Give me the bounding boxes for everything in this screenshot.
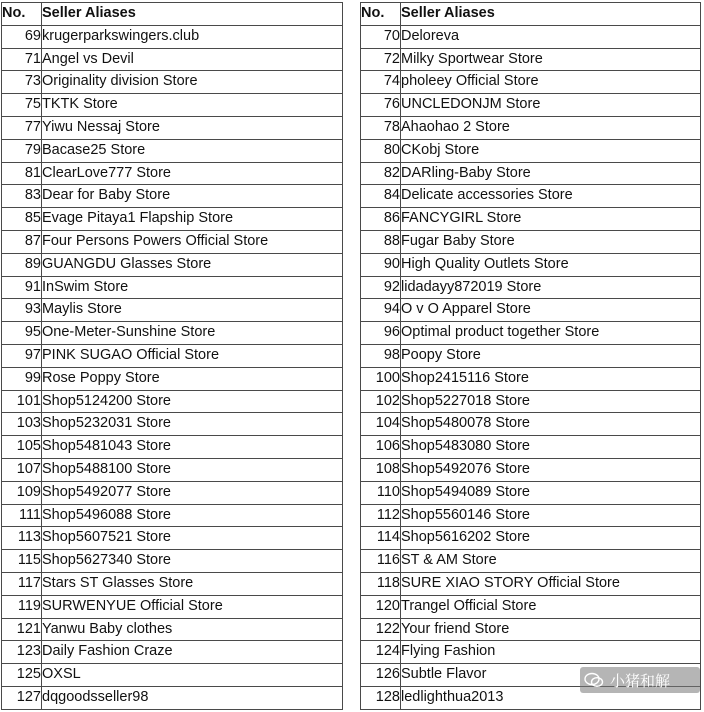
seller-alias: ledlighthua2013 [401, 686, 701, 709]
row-number: 118 [361, 572, 401, 595]
seller-alias: Shop2415116 Store [401, 367, 701, 390]
table-row [361, 572, 701, 595]
row-number: 120 [361, 595, 401, 618]
table-row [2, 344, 343, 367]
seller-alias: Shop5560146 Store [401, 504, 701, 527]
row-number: 69 [2, 25, 42, 48]
row-number: 109 [2, 481, 42, 504]
table-row [2, 481, 343, 504]
seller-alias: Originality division Store [42, 71, 343, 94]
table-body [361, 25, 701, 709]
table-row [361, 550, 701, 573]
seller-alias: PINK SUGAO Official Store [42, 344, 343, 367]
table-body [2, 25, 343, 709]
seller-alias: SURE XIAO STORY Official Store [401, 572, 701, 595]
seller-alias: TKTK Store [42, 94, 343, 117]
seller-table-left [1, 2, 343, 710]
seller-alias: InSwim Store [42, 276, 343, 299]
row-number: 126 [361, 664, 401, 687]
row-number: 115 [2, 550, 42, 573]
table-row [361, 71, 701, 94]
row-number: 99 [2, 367, 42, 390]
column-header-no: No. [2, 3, 42, 26]
row-number: 71 [2, 48, 42, 71]
seller-alias: SURWENYUE Official Store [42, 595, 343, 618]
seller-alias: DARling-Baby Store [401, 162, 701, 185]
row-number: 70 [361, 25, 401, 48]
seller-alias: Poopy Store [401, 344, 701, 367]
table-row [2, 276, 343, 299]
row-number: 91 [2, 276, 42, 299]
table-row [361, 299, 701, 322]
row-number: 102 [361, 390, 401, 413]
seller-alias: Trangel Official Store [401, 595, 701, 618]
seller-alias: ST & AM Store [401, 550, 701, 573]
row-number: 111 [2, 504, 42, 527]
seller-alias: Shop5481043 Store [42, 436, 343, 459]
row-number: 90 [361, 253, 401, 276]
seller-alias: Yanwu Baby clothes [42, 618, 343, 641]
wechat-icon [584, 672, 604, 688]
row-number: 106 [361, 436, 401, 459]
table-row [361, 185, 701, 208]
seller-alias: Optimal product together Store [401, 322, 701, 345]
seller-alias: Shop5232031 Store [42, 413, 343, 436]
table-row [2, 299, 343, 322]
table-row [361, 139, 701, 162]
table-row [2, 458, 343, 481]
seller-alias: Shop5227018 Store [401, 390, 701, 413]
seller-alias: Dear for Baby Store [42, 185, 343, 208]
table-row [2, 25, 343, 48]
seller-alias: Shop5480078 Store [401, 413, 701, 436]
seller-alias: Shop5627340 Store [42, 550, 343, 573]
table-row [361, 253, 701, 276]
table-row [2, 572, 343, 595]
table-row [2, 618, 343, 641]
table-row [2, 116, 343, 139]
row-number: 121 [2, 618, 42, 641]
table-row [361, 162, 701, 185]
row-number: 84 [361, 185, 401, 208]
table-row [361, 322, 701, 345]
table-row [2, 162, 343, 185]
table-row [2, 230, 343, 253]
column-header-no: No. [361, 3, 401, 26]
seller-alias: Bacase25 Store [42, 139, 343, 162]
row-number: 89 [2, 253, 42, 276]
seller-alias: Daily Fashion Craze [42, 641, 343, 664]
seller-alias: O v O Apparel Store [401, 299, 701, 322]
table-row [361, 390, 701, 413]
row-number: 73 [2, 71, 42, 94]
table-row [2, 322, 343, 345]
row-number: 93 [2, 299, 42, 322]
table-row [2, 527, 343, 550]
row-number: 100 [361, 367, 401, 390]
table-row [2, 413, 343, 436]
table-row [361, 641, 701, 664]
table-row [2, 253, 343, 276]
table-row [361, 504, 701, 527]
header-row [2, 3, 343, 26]
table-row [361, 436, 701, 459]
seller-alias: Shop5483080 Store [401, 436, 701, 459]
row-number: 124 [361, 641, 401, 664]
seller-alias: Yiwu Nessaj Store [42, 116, 343, 139]
seller-alias: pholeey Official Store [401, 71, 701, 94]
row-number: 79 [2, 139, 42, 162]
row-number: 82 [361, 162, 401, 185]
column-header-aliases: Seller Aliases [401, 3, 701, 26]
row-number: 123 [2, 641, 42, 664]
column-header-aliases: Seller Aliases [42, 3, 343, 26]
table-row [361, 367, 701, 390]
seller-alias: Shop5616202 Store [401, 527, 701, 550]
row-number: 108 [361, 458, 401, 481]
row-number: 116 [361, 550, 401, 573]
seller-alias: Delicate accessories Store [401, 185, 701, 208]
seller-alias: Rose Poppy Store [42, 367, 343, 390]
seller-alias: Deloreva [401, 25, 701, 48]
table-row [361, 413, 701, 436]
table-row [2, 664, 343, 687]
table-row [361, 94, 701, 117]
seller-alias: Shop5492077 Store [42, 481, 343, 504]
table-row [2, 367, 343, 390]
row-number: 76 [361, 94, 401, 117]
seller-alias: dqgoodsseller98 [42, 686, 343, 709]
table-row [361, 276, 701, 299]
seller-alias: Flying Fashion [401, 641, 701, 664]
table-row [2, 139, 343, 162]
table-row [361, 618, 701, 641]
row-number: 92 [361, 276, 401, 299]
row-number: 78 [361, 116, 401, 139]
table-row [2, 686, 343, 709]
row-number: 101 [2, 390, 42, 413]
seller-alias: UNCLEDONJM Store [401, 94, 701, 117]
seller-alias: Four Persons Powers Official Store [42, 230, 343, 253]
seller-alias: High Quality Outlets Store [401, 253, 701, 276]
table-row [361, 48, 701, 71]
row-number: 127 [2, 686, 42, 709]
row-number: 105 [2, 436, 42, 459]
row-number: 72 [361, 48, 401, 71]
row-number: 74 [361, 71, 401, 94]
row-number: 85 [2, 208, 42, 231]
seller-alias: Your friend Store [401, 618, 701, 641]
table-row [2, 641, 343, 664]
table-row [361, 344, 701, 367]
row-number: 94 [361, 299, 401, 322]
seller-alias: FANCYGIRL Store [401, 208, 701, 231]
seller-alias: Fugar Baby Store [401, 230, 701, 253]
row-number: 113 [2, 527, 42, 550]
row-number: 112 [361, 504, 401, 527]
seller-alias: Milky Sportwear Store [401, 48, 701, 71]
seller-alias: OXSL [42, 664, 343, 687]
row-number: 75 [2, 94, 42, 117]
table-row [361, 527, 701, 550]
table-row [2, 208, 343, 231]
row-number: 117 [2, 572, 42, 595]
row-number: 83 [2, 185, 42, 208]
row-number: 103 [2, 413, 42, 436]
seller-alias: Shop5494089 Store [401, 481, 701, 504]
seller-alias: Shop5496088 Store [42, 504, 343, 527]
seller-alias: One-Meter-Sunshine Store [42, 322, 343, 345]
table-row [2, 550, 343, 573]
row-number: 114 [361, 527, 401, 550]
seller-alias: Angel vs Devil [42, 48, 343, 71]
seller-alias: Stars ST Glasses Store [42, 572, 343, 595]
seller-table-right [360, 2, 701, 710]
row-number: 98 [361, 344, 401, 367]
row-number: 86 [361, 208, 401, 231]
row-number: 107 [2, 458, 42, 481]
table-row [2, 185, 343, 208]
table-row [2, 436, 343, 459]
seller-alias: lidadayy872019 Store [401, 276, 701, 299]
seller-alias: ClearLove777 Store [42, 162, 343, 185]
seller-alias: Evage Pitaya1 Flapship Store [42, 208, 343, 231]
row-number: 119 [2, 595, 42, 618]
table-row [361, 25, 701, 48]
table-row [361, 230, 701, 253]
row-number: 95 [2, 322, 42, 345]
row-number: 77 [2, 116, 42, 139]
row-number: 96 [361, 322, 401, 345]
row-number: 125 [2, 664, 42, 687]
table-row [2, 71, 343, 94]
seller-alias: Shop5492076 Store [401, 458, 701, 481]
watermark-text: 小猪和解 [610, 672, 671, 690]
seller-alias: GUANGDU Glasses Store [42, 253, 343, 276]
row-number: 88 [361, 230, 401, 253]
row-number: 81 [2, 162, 42, 185]
header-row [361, 3, 701, 26]
seller-alias: Shop5607521 Store [42, 527, 343, 550]
row-number: 128 [361, 686, 401, 709]
seller-alias: Subtle Flavor [401, 664, 701, 687]
table-row [361, 458, 701, 481]
table-row [361, 481, 701, 504]
table-row [2, 48, 343, 71]
table-row [2, 94, 343, 117]
row-number: 80 [361, 139, 401, 162]
table-row [2, 595, 343, 618]
row-number: 97 [2, 344, 42, 367]
row-number: 104 [361, 413, 401, 436]
seller-alias: CKobj Store [401, 139, 701, 162]
seller-alias: Shop5488100 Store [42, 458, 343, 481]
seller-alias: Shop5124200 Store [42, 390, 343, 413]
seller-alias: Ahaohao 2 Store [401, 116, 701, 139]
table-row [361, 595, 701, 618]
table-row [361, 208, 701, 231]
row-number: 122 [361, 618, 401, 641]
table-row [2, 504, 343, 527]
table-row [2, 390, 343, 413]
row-number: 110 [361, 481, 401, 504]
seller-alias: krugerparkswingers.club [42, 25, 343, 48]
table-row [361, 116, 701, 139]
seller-alias: Maylis Store [42, 299, 343, 322]
watermark [580, 667, 700, 693]
row-number: 87 [2, 230, 42, 253]
